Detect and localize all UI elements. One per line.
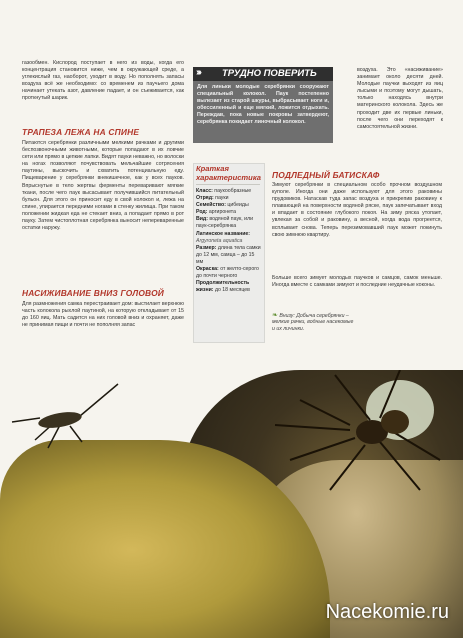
spider-photo [0, 370, 463, 638]
wintering-paragraph: Больше всего зимует молодых паучков и самцов, самок меньше. Иногда вместе с самками зимуют и последние неудачные коконы. [272, 275, 442, 289]
leaf-icon: ❧ [272, 312, 278, 319]
intro-paragraph: газообмен. Кислород поступает в него из воды, когда его концентрация становится ниже, чем в окружающей среде, а углекислый газ, наоборот, уходит в воду. Но пополнять запасы воздуха всё же необходимо: со временем из паучьего дома начинает утекать азот, давление падает, и он съеживается, как проткнутый шарик. [22, 60, 184, 102]
hard-to-believe-title: ТРУДНО ПОВЕРИТЬ [222, 68, 317, 79]
characteristic-class: Класс: паукообразные [196, 188, 252, 194]
characteristic-latin-name: Латинское название: Argyroneta aquatica [196, 230, 251, 244]
divider [196, 184, 260, 185]
brief-characteristics-title: Краткая характеристика [196, 164, 261, 182]
characteristic-order: Отряд: пауки [196, 195, 229, 202]
bathyscaphe-paragraph: Зимуют серебрянки в специальном особо прочном воздушном куполе. Иногда они даже используют для этого раковины прудовиков. Натаскав туда запас воздуха и прикрепив раковину к плавающей на поверхности водяной ряске, паук запечатывает вход и впадает в состояние глубокого покоя. На зиму ряска утопает, увлекая за собой и раковину, а весной, когда вода прогреется, всплывает снова. Теперь перезимовавший паук может покинуть свою зимнюю квартиру. [272, 182, 442, 238]
characteristic-size: Размер: длина тела самки до 12 мм, самца – до 15 мм [196, 244, 261, 265]
characteristic-color: Окраска: от желто-серого до почти черного [196, 266, 259, 280]
characteristic-family: Семейство: цибеиды [196, 202, 249, 209]
hard-to-believe-text: Для линьки молодые серебрянки сооружают специальный колокол. Паук постепенно вылезает из старой шкуры, выбрасывает ноги и, обессиленный и еще мягкий, ложится отдыхать. Переждав, пока новые покровы затвердеют, серебрянка покидает линочный колокол. [197, 84, 329, 125]
characteristic-genus: Род: аргиронета [196, 209, 237, 216]
brooding-paragraph: Для размножения самка перестраивает дом: выстилает верхнюю часть колокола рыхлой паутиной, на которую откладывает от 15 до 160 яиц. Мать садится на них головой вниз и охраняет, даже не принимая пищи и почти не пополняя запас [22, 301, 184, 329]
characteristic-species: Вид: водяной паук, или паук-серебрянка [196, 216, 254, 230]
feeding-paragraph: Питаются серебрянки различными мелкими рачками и другими беспозвоночными животными, которые попадают в их ловчие сети или прямо в цепкие лапки. Видят пауки неважно, но волоски на ногах позволяют почувствовать мельчайшие сотрясения паутины, выскочить и схватить потенциальную еду. Пищеварение у серебрянки внекишечное, как у всех пауков. Впрыснутые в тело жертвы ферменты переваривают мягкие ткани, после чего паук высасывает получившийся питательный бульон. Для этого он приносит еду в свой колокол и, лежа на спине, упирается передними ногами в стенку жилища. При таком положении жидкая еда не стекает вниз, а попадает прямо в рот пауку. Затем чистоплотная серебрянка выносит непереваренные остатки наружу. [22, 140, 184, 232]
insect-and-spider-illustration [0, 370, 463, 638]
characteristic-lifespan: Продолжительность жизни: до 18 месяцев [196, 280, 250, 294]
section-heading-brooding: НАСИЖИВАНИЕ ВНИЗ ГОЛОВОЙ [22, 288, 165, 298]
section-heading-bathyscaphe: ПОДЛЕДНЫЙ БАТИСКАФ [272, 170, 380, 180]
section-heading-feeding: ТРАПЕЗА ЛЕЖА НА СПИНЕ [22, 127, 140, 137]
site-watermark: Nacekomie.ru [325, 601, 449, 623]
photo-caption [272, 313, 354, 332]
caption-text: Внизу: Добыча серебрянки – мелкие рачки, водные насекомые и их личинки. [272, 313, 354, 332]
brief-characteristics-list [196, 188, 262, 294]
brooding-continuation: воздуха. Это «насиживание» занимает около десяти дней. Молодые паучки выходят из яиц лысыми и поэтому могут дышать, только находясь внутри материнского колокола. Здесь же проходит две их первые линьки, после чего они переходят к самостоятельной жизни. [357, 67, 443, 130]
chevrons-icon: ››› [196, 67, 200, 78]
